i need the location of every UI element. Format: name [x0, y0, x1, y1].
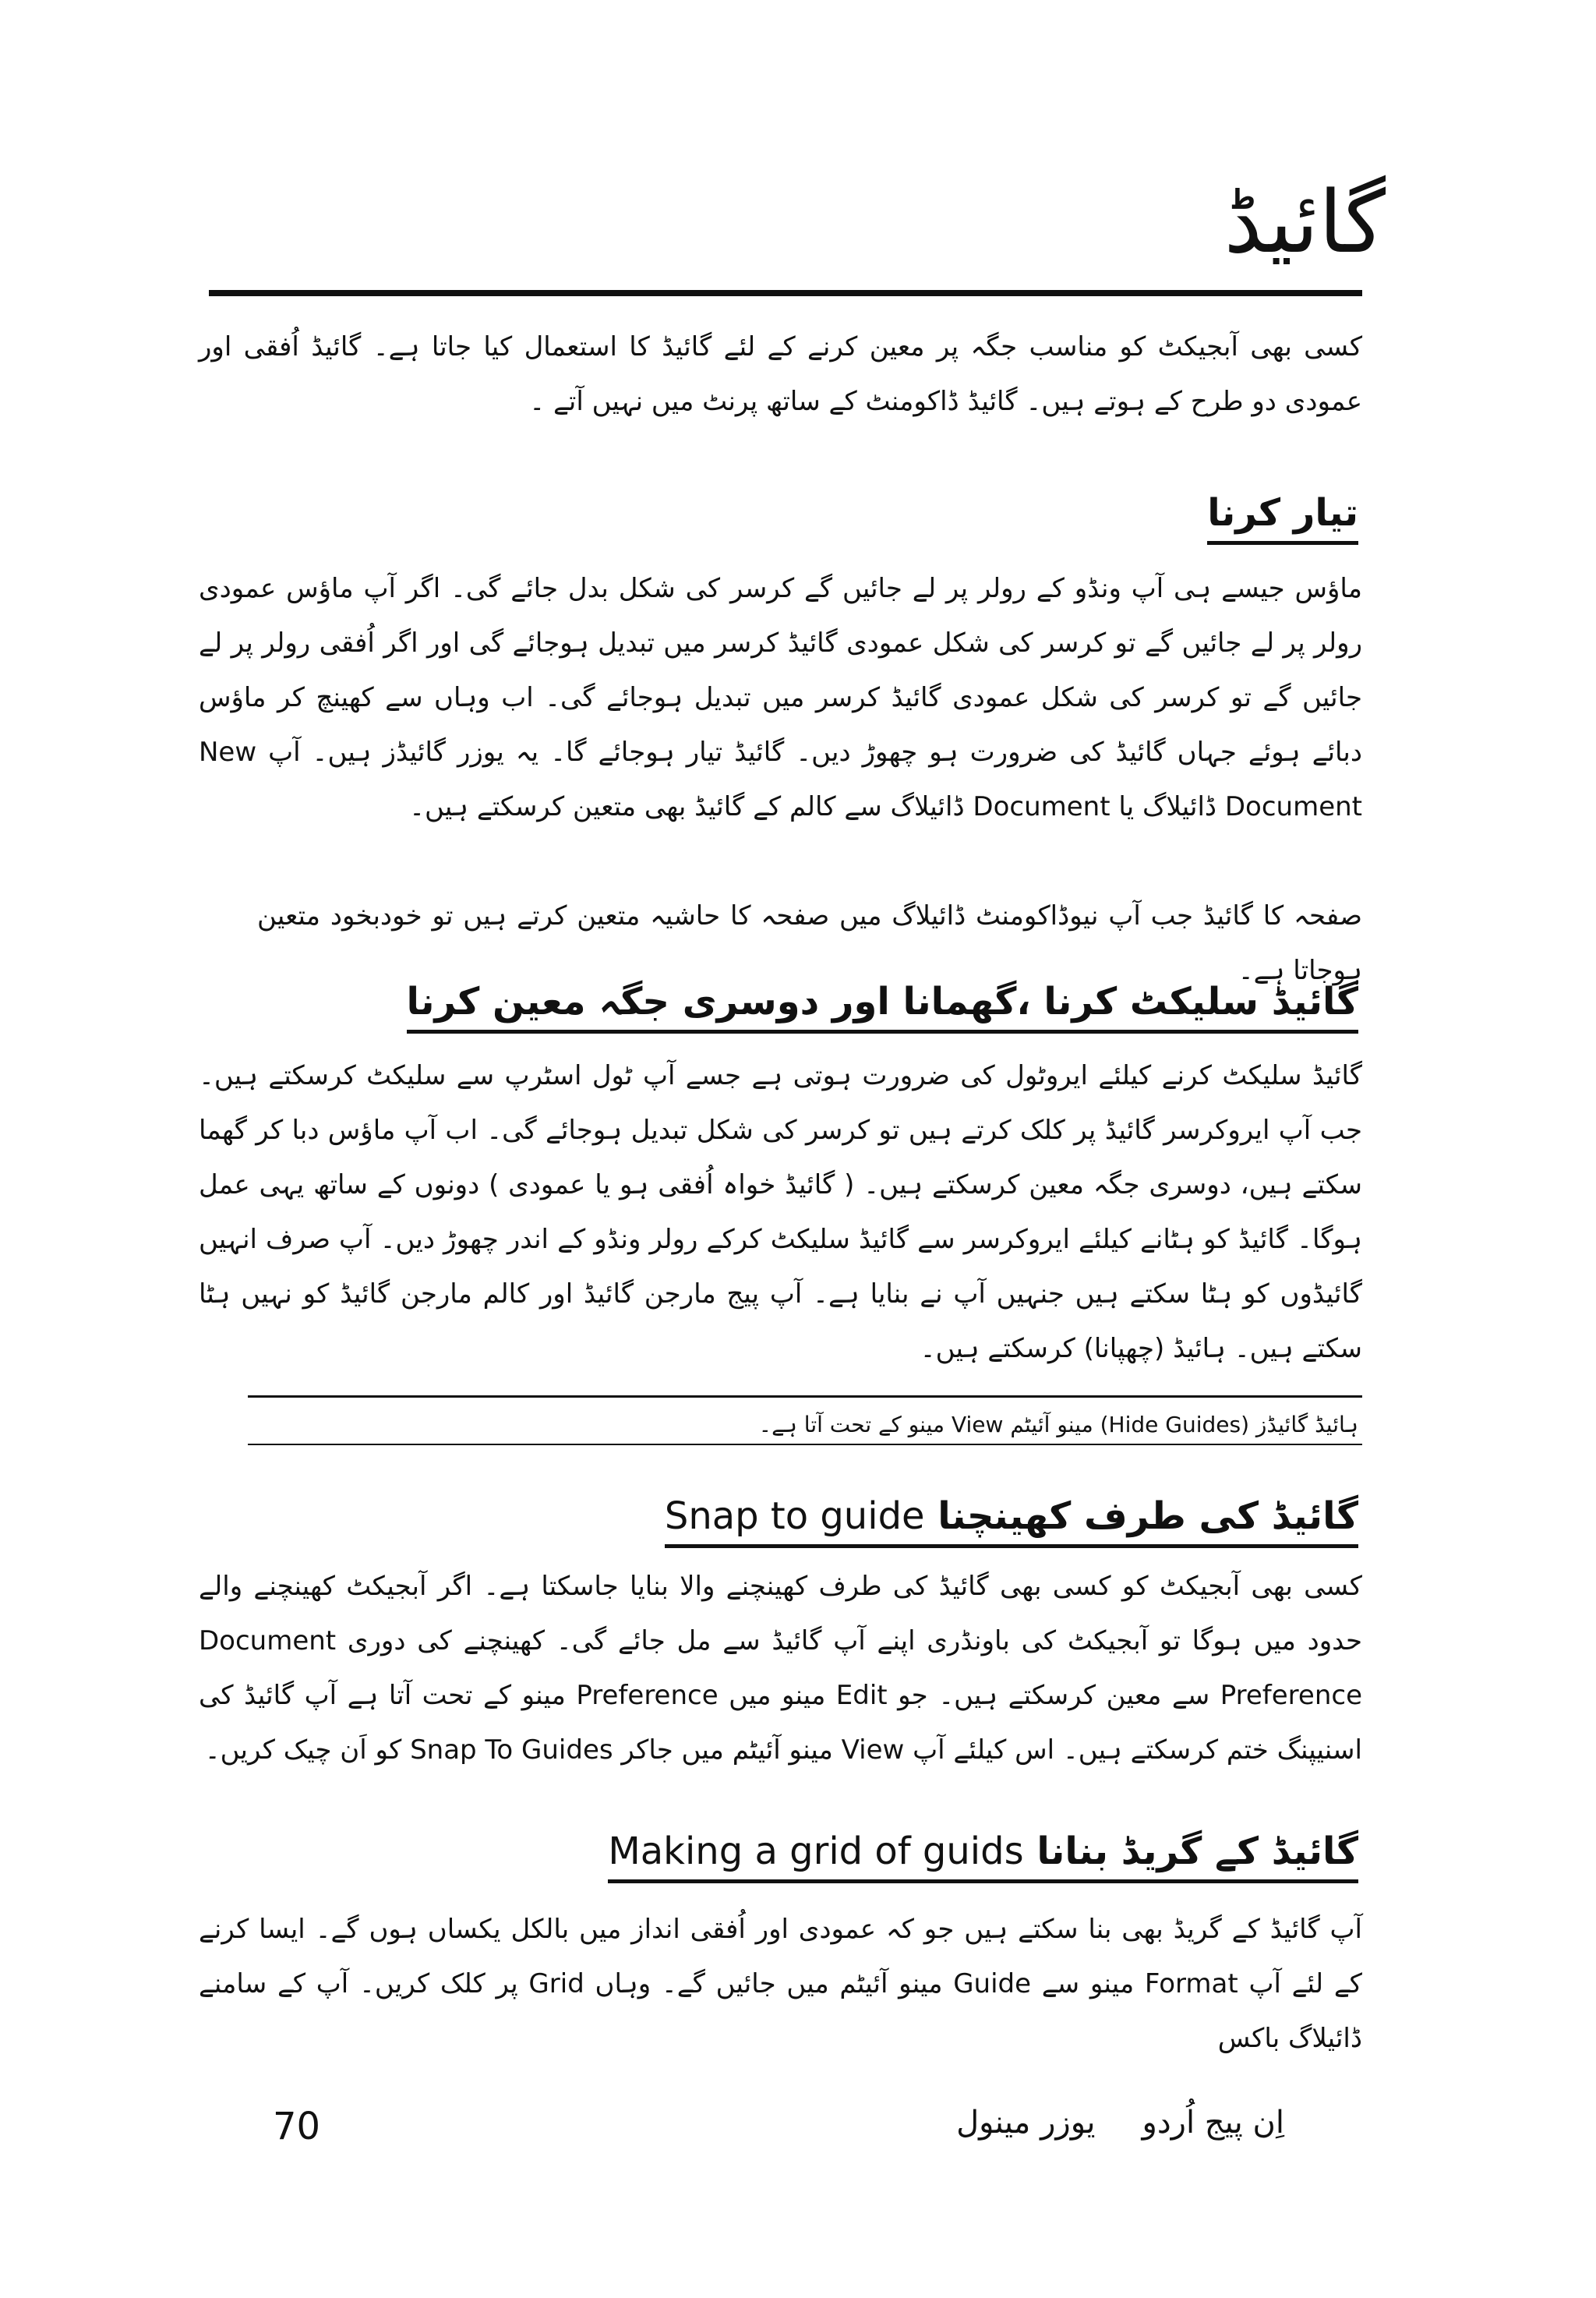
page-number: 70	[273, 2105, 321, 2148]
note-top-rule	[248, 1395, 1362, 1398]
section-heading-create-text: تیار کرنا	[1207, 490, 1358, 545]
section-heading-select	[407, 978, 1359, 1034]
section-heading-create	[1207, 490, 1358, 545]
section-create-body-2: صفحہ کا گائیڈ جب آپ نیوڈاکومنٹ ڈائیلاگ میں صفحہ کا حاشیہ متعین کرتے ہیں تو خودبخود متعین ہوجاتا ہے۔	[257, 900, 1362, 986]
section-create-body: ماؤس جیسے ہی آپ ونڈو کے رولر پر لے جائیں گے کرسر کی شکل بدل جائے گی۔ اگر آپ ماؤس عمودی رولر پر لے جائیں گے تو کرسر کی شکل عمودی گائیڈ کرسر میں تبدیل ہوجائے گی اور اگر اُفقی رولر پر لے جائیں گے تو کرسر کی شکل عمودی گائیڈ کرسر میں تبدیل ہوجائے گی۔ اب وہاں سے کھینچ کر ماؤس دبائے ہوئے جہاں گائیڈ کی ضرورت ہو چھوڑ دیں۔ گائیڈ تیار ہوجائے گا۔ یہ یوزر گائیڈز ہیں۔ آپ New Document ڈائیلاگ یا Document ڈائیلاگ سے کالم کے گائیڈ بھی متعین کرسکتے ہیں۔	[199, 573, 1362, 822]
note-bottom-rule	[248, 1444, 1362, 1445]
section-heading-grid	[608, 1828, 1358, 1883]
section-heading-grid-text: گائیڈ کے گریڈ بنانا	[1036, 1830, 1358, 1873]
section-heading-select-text: گائیڈ سلیکٹ کرنا ،گھمانا اور دوسری جگہ معین کرنا	[407, 978, 1359, 1034]
section-grid-body: آپ گائیڈ کے گریڈ بھی بنا سکتے ہیں جو کہ عمودی اور اُفقی انداز میں بالکل یکساں ہوں گے۔ ایسا کرنے کے لئے آپ Format مینو سے Guide مینو آئیٹم میں جائیں گے۔ وہاں Grid پر کلک کریں۔ آپ کے سامنے ڈائیلاگ باکس	[199, 1914, 1362, 2054]
section-heading-snap	[665, 1493, 1358, 1548]
footer-right-label: اِن پیج اُردو	[1142, 2105, 1284, 2141]
page-title: گائیڈ	[1223, 172, 1386, 272]
footer-left-label: یوزر مینول	[956, 2105, 1096, 2141]
footer-labels	[909, 2105, 1284, 2141]
section-snap-body: کسی بھی آبجیکٹ کو کسی بھی گائیڈ کی طرف کھینچنے والا بنایا جاسکتا ہے۔ اگر آبجیکٹ کھینچنے والے حدود میں ہوگا تو آبجیکٹ کی باونڈری اپنے آپ گائیڈ سے مل جائے گی۔ کھینچنے کی دوری Document Preference سے معین کرسکتے ہیں۔ جو Edit مینو میں Preference مینو کے تحت آتا ہے آپ گائیڈ کی اسنیپنگ ختم کرسکتے ہیں۔ اس کیلئے آپ View مینو آئیٹم میں جاکر Snap To Guides کو اَن چیک کریں۔	[199, 1571, 1362, 1766]
section-heading-grid-wrap	[608, 1828, 1358, 1883]
section-heading-grid-en: Making a grid of guids	[608, 1830, 1024, 1873]
section-select-body: گائیڈ سلیکٹ کرنے کیلئے ایروٹول کی ضرورت ہوتی ہے جسے آپ ٹول اسٹرپ سے سلیکٹ کرسکتے ہیں۔ جب آپ ایروکرسر گائیڈ پر کلک کرتے ہیں تو کرسر کی شکل تبدیل ہوجائے گی۔ اب آپ ماؤس دبا کر گھما سکتے ہیں، دوسری جگہ معین کرسکتے ہیں۔ ( گائیڈ خواہ اُفقی ہو یا عمودی ) دونوں کے ساتھ یہی عمل ہوگا۔ گائیڈ کو ہٹانے کیلئے ایروکرسر سے گائیڈ سلیکٹ کرکے رولر ونڈو کے اندر چھوڑ دیں۔ آپ صرف انہیں گائیڈوں کو ہٹا سکتے ہیں جنہیں آپ نے بنایا ہے۔ آپ پیج مارجن گائیڈ اور کالم مارجن گائیڈ کو نہیں ہٹا سکتے ہیں۔ ہائیڈ (چھپانا) کرسکتے ہیں۔	[199, 1060, 1362, 1364]
section-heading-snap-en: Snap to guide	[664, 1494, 925, 1538]
section-heading-snap-wrap	[665, 1493, 1358, 1548]
title-divider	[209, 290, 1362, 296]
section-heading-snap-text: گائیڈ کی طرف کھینچنا	[937, 1494, 1358, 1538]
section-select-note: ہائیڈ گائیڈز (Hide Guides) مینو آئیٹم View مینو کے تحت آتا ہے۔	[758, 1412, 1358, 1437]
intro-paragraph: کسی بھی آبجیکٹ کو مناسب جگہ پر معین کرنے کے لئے گائیڈ کا استعمال کیا جاتا ہے۔ گائیڈ اُفقی اور عمودی دو طرح کے ہوتے ہیں۔ گائیڈ ڈاکومنٹ کے ساتھ پرنٹ میں نہیں آتے ۔	[199, 331, 1362, 417]
